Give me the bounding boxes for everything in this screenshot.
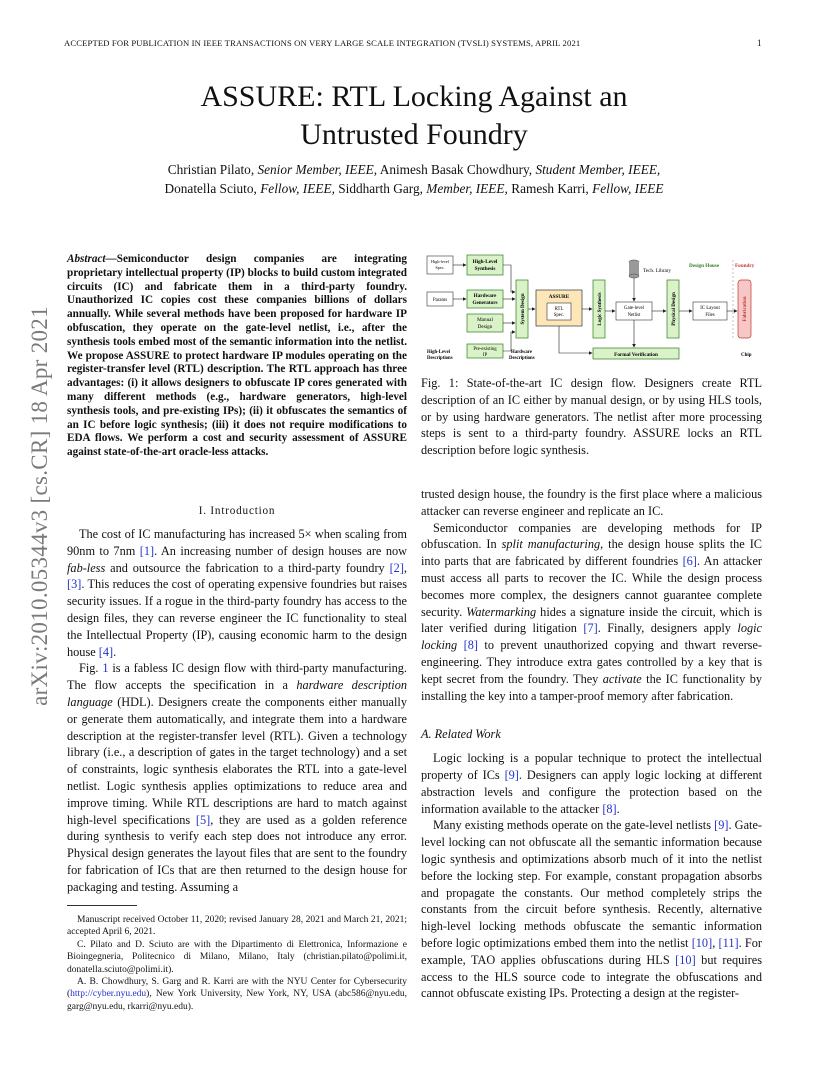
citation-link[interactable]: [9] — [504, 767, 519, 782]
svg-text:System Design: System Design — [521, 293, 526, 325]
paper-title — [0, 78, 828, 154]
footnotes — [67, 914, 407, 1013]
gate-level-netlist-box — [616, 302, 652, 320]
hardware-generators-box — [467, 290, 503, 308]
pre-existing-ip-box — [467, 344, 503, 358]
right-paragraph-1: Semiconductor companies are developing methods for IP obfuscation. In split manufacturing, the design house splits the IC into parts that are fabricated by different foundries [6]. An attacker must access all parts to recover the IC. While the design process becomes more complex, the designers cannot guarantee complete security. Watermarking hides a signature inside the circuit, which is later verified during litigation [7]. Finally, designers apply logic locking [8] to prevent unauthorized copying and thwart reverse-engineering. They introduce extra gates controlled by a key that is kept secret from the foundry. They activate the IC functionality by installing the key into a tamper-proof memory after fabrication. — [421, 520, 763, 703]
right-paragraph-2: Logic locking is a popular technique to protect the intellectual property of ICs [9]. Designers can apply logic locking at different abstraction levels and configure the protection based on the information available to the attacker [8]. — [421, 751, 762, 816]
author-name: Christian Pilato, — [167, 162, 258, 177]
author-role: Member, IEEE, — [426, 181, 508, 196]
citation-link[interactable]: [10] — [675, 952, 696, 967]
tech-library-cylinder — [629, 260, 672, 278]
citation-link[interactable]: [4] — [98, 644, 114, 659]
footnote-manuscript: Manuscript received October 11, 2020; revised January 28, 2021 and March 21, 2021; accepted April 6, 2021. — [67, 915, 407, 938]
svg-text:IP: IP — [482, 353, 488, 358]
citation-link[interactable]: [6] — [682, 554, 697, 569]
page-number: 1 — [757, 38, 762, 48]
author-name: Ramesh Karri, — [507, 181, 593, 196]
citation-link[interactable]: [1] — [139, 543, 155, 558]
svg-text:IC Layout: IC Layout — [700, 306, 720, 311]
formal-verification-box — [593, 348, 679, 359]
logic-synthesis-bar — [593, 280, 605, 338]
svg-text:Pre-existing: Pre-existing — [473, 347, 497, 352]
author-name: Siddharth Garg, — [334, 181, 427, 196]
svg-text:Tech. Library: Tech. Library — [643, 268, 672, 274]
author-role: Fellow, IEEE — [592, 181, 664, 196]
citation-link[interactable]: [8] — [463, 638, 478, 653]
svg-text:RTL: RTL — [554, 307, 564, 312]
citation-link[interactable]: [8] — [602, 801, 617, 816]
svg-text:Generators: Generators — [472, 300, 498, 306]
right-column-body — [421, 486, 762, 1002]
svg-text:Params: Params — [432, 298, 448, 303]
title-line-1: ASSURE: RTL Locking Against an — [200, 80, 628, 113]
citation-link[interactable]: [5] — [195, 812, 211, 827]
author-name: Animesh Basak Chowdhury, — [377, 162, 536, 177]
figure-link[interactable]: 1 — [102, 661, 109, 676]
system-design-bar — [516, 280, 528, 338]
chip-label: Chip — [741, 353, 752, 358]
citation-link[interactable]: [11] — [718, 935, 739, 950]
params-box — [427, 292, 453, 306]
svg-text:Descriptions: Descriptions — [427, 356, 453, 361]
svg-text:Gate-level: Gate-level — [624, 306, 644, 311]
intro-body — [67, 526, 407, 896]
svg-text:Netlist: Netlist — [627, 313, 641, 318]
svg-text:High-level: High-level — [431, 259, 449, 264]
svg-text:Descriptions: Descriptions — [509, 356, 535, 361]
arxiv-side-stamp: arXiv:2010.05344v3 [cs.CR] 18 Apr 2021 — [27, 306, 52, 706]
svg-text:Design: Design — [477, 324, 493, 330]
svg-text:Spec.: Spec. — [553, 313, 565, 318]
running-head: ACCEPTED FOR PUBLICATION IN IEEE TRANSACTIONS ON VERY LARGE SCALE INTEGRATION (TVSLI) SYSTEMS, APRIL 2021 — [64, 38, 581, 48]
citation-link[interactable]: [3] — [67, 577, 82, 592]
right-paragraph-0: trusted design house, the foundry is the first place where a malicious attacker can reverse engineer and replicate an IC. — [421, 487, 762, 518]
svg-text:High-Level: High-Level — [427, 350, 450, 355]
svg-text:Spec.: Spec. — [435, 265, 445, 270]
design-house-label: Design House — [689, 263, 720, 269]
intro-paragraph-1: The cost of IC manufacturing has increased 5× when scaling from 90nm to 7nm [1]. An increasing number of design houses are now fab-less and outsource the fabrication to a third-party foundry [2], [3]. This reduces the cost of operating expensive foundries but raises security issues. If a rogue in the third-party foundry has access to the design files, they can reverse engineer the IC functionality to steal the Intellectual Property (IP), causing economic harm to the design house [4]. — [67, 527, 407, 659]
svg-text:Formal Verification: Formal Verification — [614, 352, 658, 358]
author-role: Senior Member, IEEE, — [257, 162, 378, 177]
svg-text:ASSURE: ASSURE — [548, 294, 570, 300]
svg-text:Physical Design: Physical Design — [672, 292, 677, 326]
figure-1-design-flow — [423, 252, 763, 364]
svg-text:High-Level: High-Level — [472, 259, 498, 265]
footnote-divider — [67, 905, 137, 906]
svg-text:Fabrication: Fabrication — [743, 296, 748, 322]
citation-link[interactable]: [10] — [691, 935, 713, 950]
author-role: Fellow, IEEE, — [260, 181, 335, 196]
citation-link[interactable]: [2] — [389, 560, 404, 575]
abstract-label: Abstract — [67, 253, 106, 265]
high-level-spec-box — [427, 256, 453, 274]
author-name: Donatella Sciuto, — [164, 181, 261, 196]
svg-text:Hardware: Hardware — [473, 293, 497, 299]
abstract-text: —Semiconductor design companies are integrating proprietary intellectual property (IP) blocks to build custom integrated circuits (IC) and fabricate them in a third-party foundry. Unauthorized IC copies cost these companies billions of dollars annually. While several methods have been proposed for hardware IP obfuscation, they operate on the gate-level netlist, i.e., after the synthesis tools embed most of the semantic information into the netlist. We propose ASSURE to protect hardware IP modules operating on the register-transfer level (RTL) description. The RTL approach has three advantages: (i) it allows designers to obfuscate IP cores generated with many different methods (e.g., hardware generators, high-level synthesis tools, and pre-existing IPs); (ii) it obfuscates the semantics of an IC before logic synthesis; (iii) it does not require modifications to EDA flows. We perform a cost and security assessment of ASSURE against state-of-the-art oracle-less attacks. — [67, 253, 407, 459]
physical-design-bar — [667, 280, 679, 338]
nyu-url-link[interactable]: http://cyber.nyu.edu — [70, 989, 147, 1000]
citation-link[interactable]: [9] — [714, 818, 729, 833]
footnote-affiliation-nyu: A. B. Chowdhury, S. Garg and R. Karri are with the NYU Center for Cybersecurity (http://cyber.nyu.edu), New York University, New York, NY, USA (abc586@nyu.edu, garg@nyu.edu, rkarri@nyu.edu). — [67, 977, 407, 1012]
right-paragraph-3: Many existing methods operate on the gate-level netlists [9]. Gate-level locking can not obfuscate all the semantic information because logic synthesis and optimizations absorb much of it into the netlist before the locking step. For example, constant propagation absorbs and propagate the constants. Our method completely strips the constants from the circuit before synthesis. Recently, alternative high-level locking methods obfuscate the semantic information before logic optimizations embed them into the netlist [10], [11]. For example, TAO applies obfuscations during HLS [10] but requires access to the HLS source code to integrate the obfuscations and cannot obfuscate existing IPs. Protecting a design at the register- — [421, 818, 763, 1001]
title-line-2: Untrusted Foundry — [300, 118, 528, 151]
fabrication-bar — [738, 280, 751, 338]
author-role: Student Member, IEEE, — [535, 162, 661, 177]
ic-layout-files-box — [693, 302, 727, 320]
footnote-affiliation-polimi: C. Pilato and D. Sciuto are with the Dipartimento di Elettronica, Informazione e Bioingegneria, Politecnico di Milano, Milano, Italy (christian.pilato@polimi.it, donatella.sciuto@polimi.it). — [67, 939, 407, 975]
citation-link[interactable]: [7] — [583, 621, 598, 636]
figure-1-caption: Fig. 1: State-of-the-art IC design flow. Designers create RTL description of an IC either by manual design, or by using HLS tools, or by using hardware generators. The netlist after more processing steps is sent to a third-party foundry. ASSURE locks an RTL description before logic synthesis. — [421, 376, 762, 458]
author-list — [60, 160, 768, 198]
svg-text:Manual: Manual — [477, 317, 493, 323]
intro-paragraph-2: Fig. 1 is a fabless IC design flow with third-party manufacturing. The flow accepts the specification in a hardware description language (HDL). Designers create the components either manually or generate them automatically, and integrate them into a hardware description at the register-transfer level (RTL). Given a technology library (i.e., a description of gates in the target technology) and a set of constraints, logic synthesis elaborates the RTL into a gate-level netlist. Logic synthesis applies optimizations to reduce area and improve timing. While RTL descriptions are hard to match against high-level specifications [5], they are used as a golden reference during synthesis to verify each step does not introduce any error. Physical design generates the layout files that are sent to the foundry for fabrication of ICs that are then returned to the design house for packaging and testing. Assuming a — [67, 661, 407, 894]
foundry-label: Foundry — [735, 263, 755, 269]
section-heading-introduction: I. Introduction — [198, 505, 276, 517]
hls-box — [467, 255, 503, 275]
svg-text:Hardware: Hardware — [511, 350, 532, 355]
author-line-1 — [60, 160, 768, 179]
svg-text:Files: Files — [705, 313, 715, 318]
assure-box — [536, 290, 582, 326]
abstract — [67, 253, 407, 460]
manual-design-box — [467, 314, 503, 332]
svg-text:Synthesis: Synthesis — [474, 266, 496, 272]
svg-text:Logic Synthesis: Logic Synthesis — [598, 292, 603, 326]
subsection-heading-related-work: A. Related Work — [421, 727, 501, 742]
author-line-2 — [60, 179, 768, 198]
